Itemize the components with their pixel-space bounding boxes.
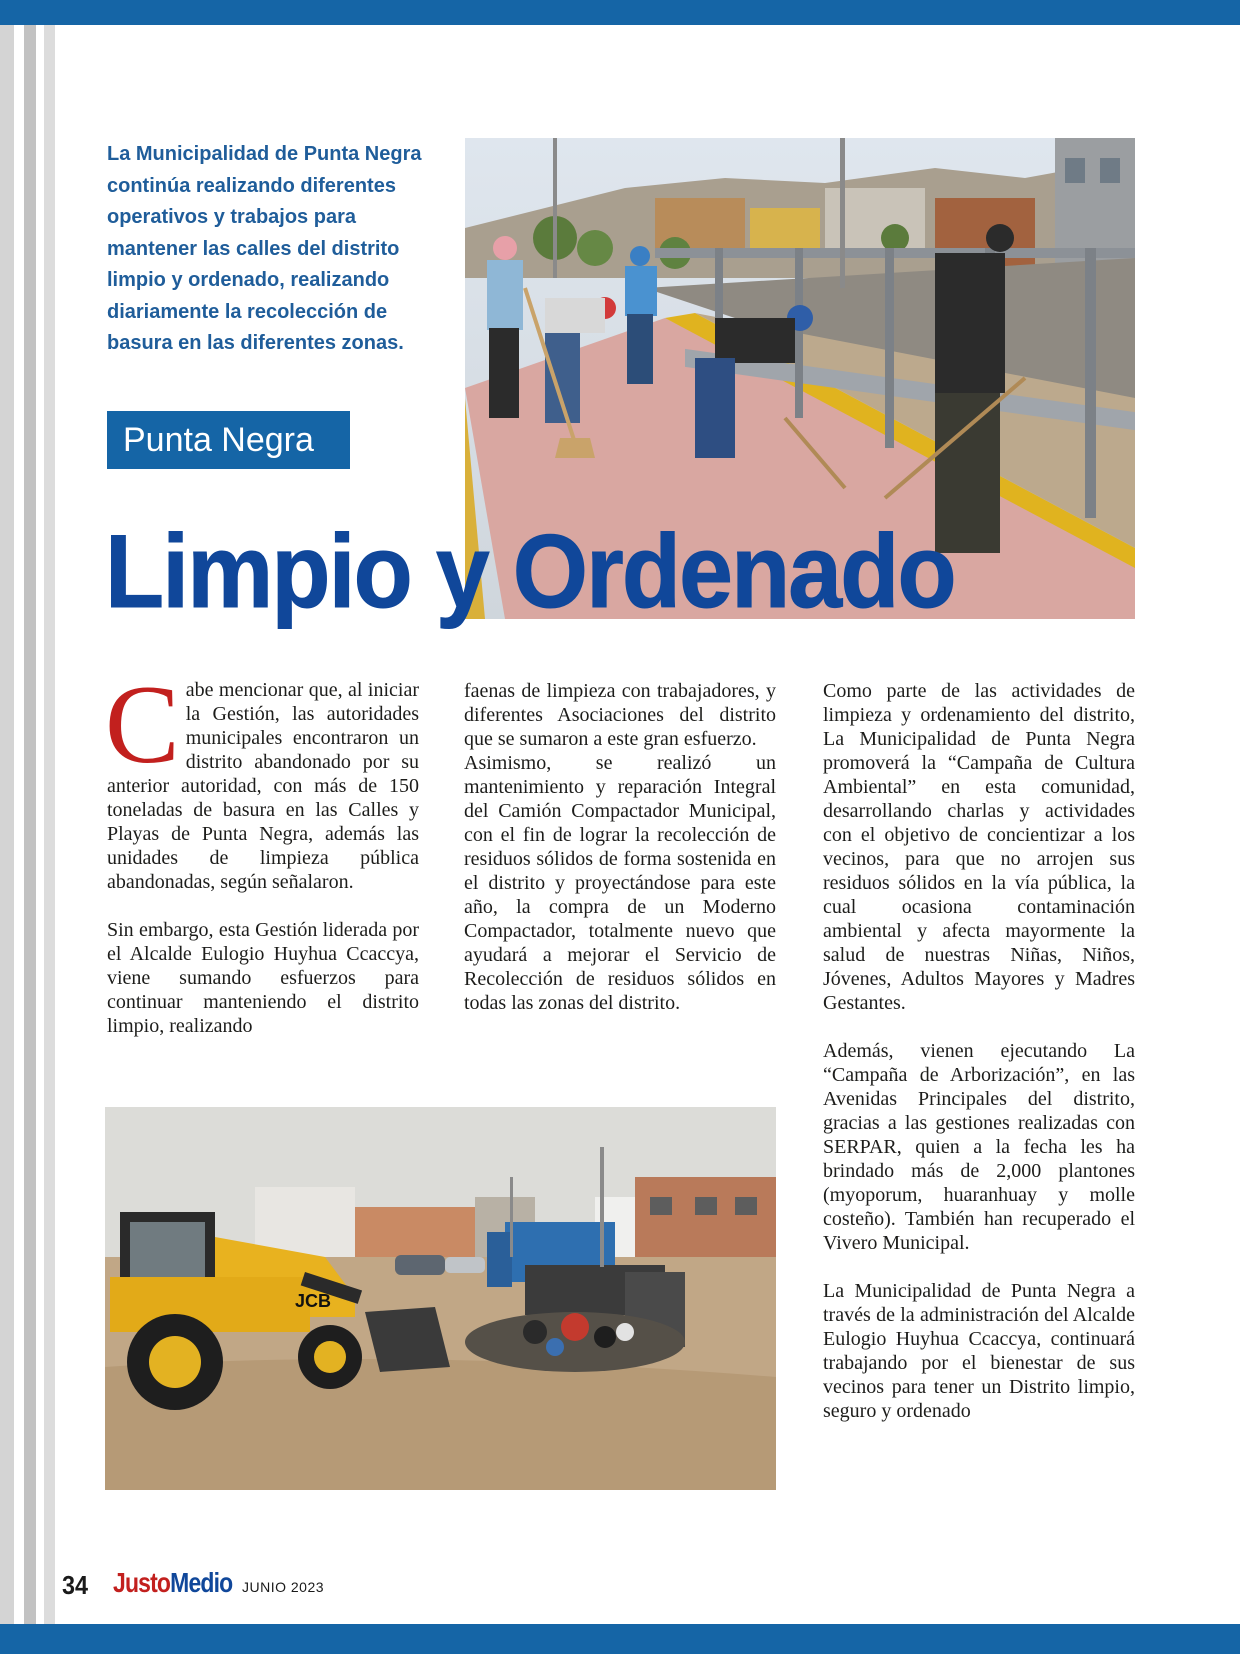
article-paragraph: Asimismo, se realizó un mantenimiento y reparación Integral del Camión Compactador Municipal, con el fin de lograr la recolección de residuos sólidos de forma sostenida en el distrito y proyectándose para este año, la compra de un Moderno Compactador, totalmente nuevo que ayudará a mejorar el Servicio de Recolección de residuos sólidos en todas las zonas del distrito. <box>464 752 776 1014</box>
drop-cap: C <box>105 663 180 787</box>
article-paragraph: faenas de limpieza con trabajadores, y diferentes Asociaciones del distrito que se sumaron a este gran esfuerzo. <box>464 680 776 750</box>
magazine-logo: JustoMedio <box>113 1567 233 1598</box>
article-paragraph: Además, vienen ejecutando La “Campaña de Arborización”, en las Avenidas Principales del distrito, gracias a las gestiones realizadas con SERPAR, quien a la fecha les ha brindado más de 2,000 plantones (myoporum, huaranhuay y molle costeño). También han recuperado el Vivero Municipal. <box>823 1040 1135 1254</box>
article-paragraph: Como parte de las actividades de limpieza y ordenamiento del distrito, La Municipalidad de Punta Negra promoverá la “Campaña de Cultura Ambiental” en esta comunidad, desarrollando charlas y actividades con el objetivo de concientizar a los vecinos, para que no arrojen sus residuos sólidos en la vía pública, la cual ocasiona contaminación ambiental y afecta mayormente la salud de nuestras Niñas, Niños, Jóvenes, Adultos Mayores y Madres Gestantes. <box>823 680 1135 1014</box>
article-column-1 <box>105 663 419 1038</box>
article-column-2 <box>464 679 776 1015</box>
intro-paragraph: La Municipalidad de Punta Negra continúa realizando diferentes operativos y trabajos para mantener las calles del distrito limpio y ordenado, realizando diariamente la recolección de basura en las diferentes zonas. <box>107 143 422 354</box>
garbage-collection-photo <box>105 1107 776 1490</box>
left-margin-stripe <box>24 25 36 1624</box>
left-margin-stripe <box>36 25 44 1624</box>
section-tag: Punta Negra <box>107 411 350 469</box>
bottom-color-bar <box>0 1624 1240 1654</box>
left-margin-stripe <box>14 25 24 1624</box>
issue-date: JUNIO 2023 <box>242 1579 325 1595</box>
article-paragraph: Sin embargo, esta Gestión liderada por el Alcalde Eulogio Huyhua Ccaccya, viene sumando esfuerzos para continuar manteniendo el distrito limpio, realizando <box>107 919 419 1037</box>
top-color-bar <box>0 0 1240 25</box>
headline: Limpio y Ordenado <box>105 514 955 630</box>
article-column-3 <box>823 679 1135 1423</box>
loader-brand-label: JCB <box>295 1291 332 1311</box>
article-paragraph: La Municipalidad de Punta Negra a través de la administración del Alcalde Eulogio Huyhua Ccaccya, continuará trabajando por el bienestar de sus vecinos para tener un Distrito limpio, seguro y ordenado <box>823 1280 1135 1422</box>
article-paragraph: Cabe mencionar que, al iniciar la Gestión, las autoridades municipales encontraron un distrito abandonado por su anterior autoridad, con más de 150 toneladas de basura en las Calles y Playas de Punta Negra, además las unidades de limpieza pública abandonadas, según señalaron. <box>105 663 419 893</box>
left-margin-stripe <box>0 25 14 1624</box>
left-margin-stripe <box>44 25 55 1624</box>
page-number: 34 <box>62 1570 89 1600</box>
